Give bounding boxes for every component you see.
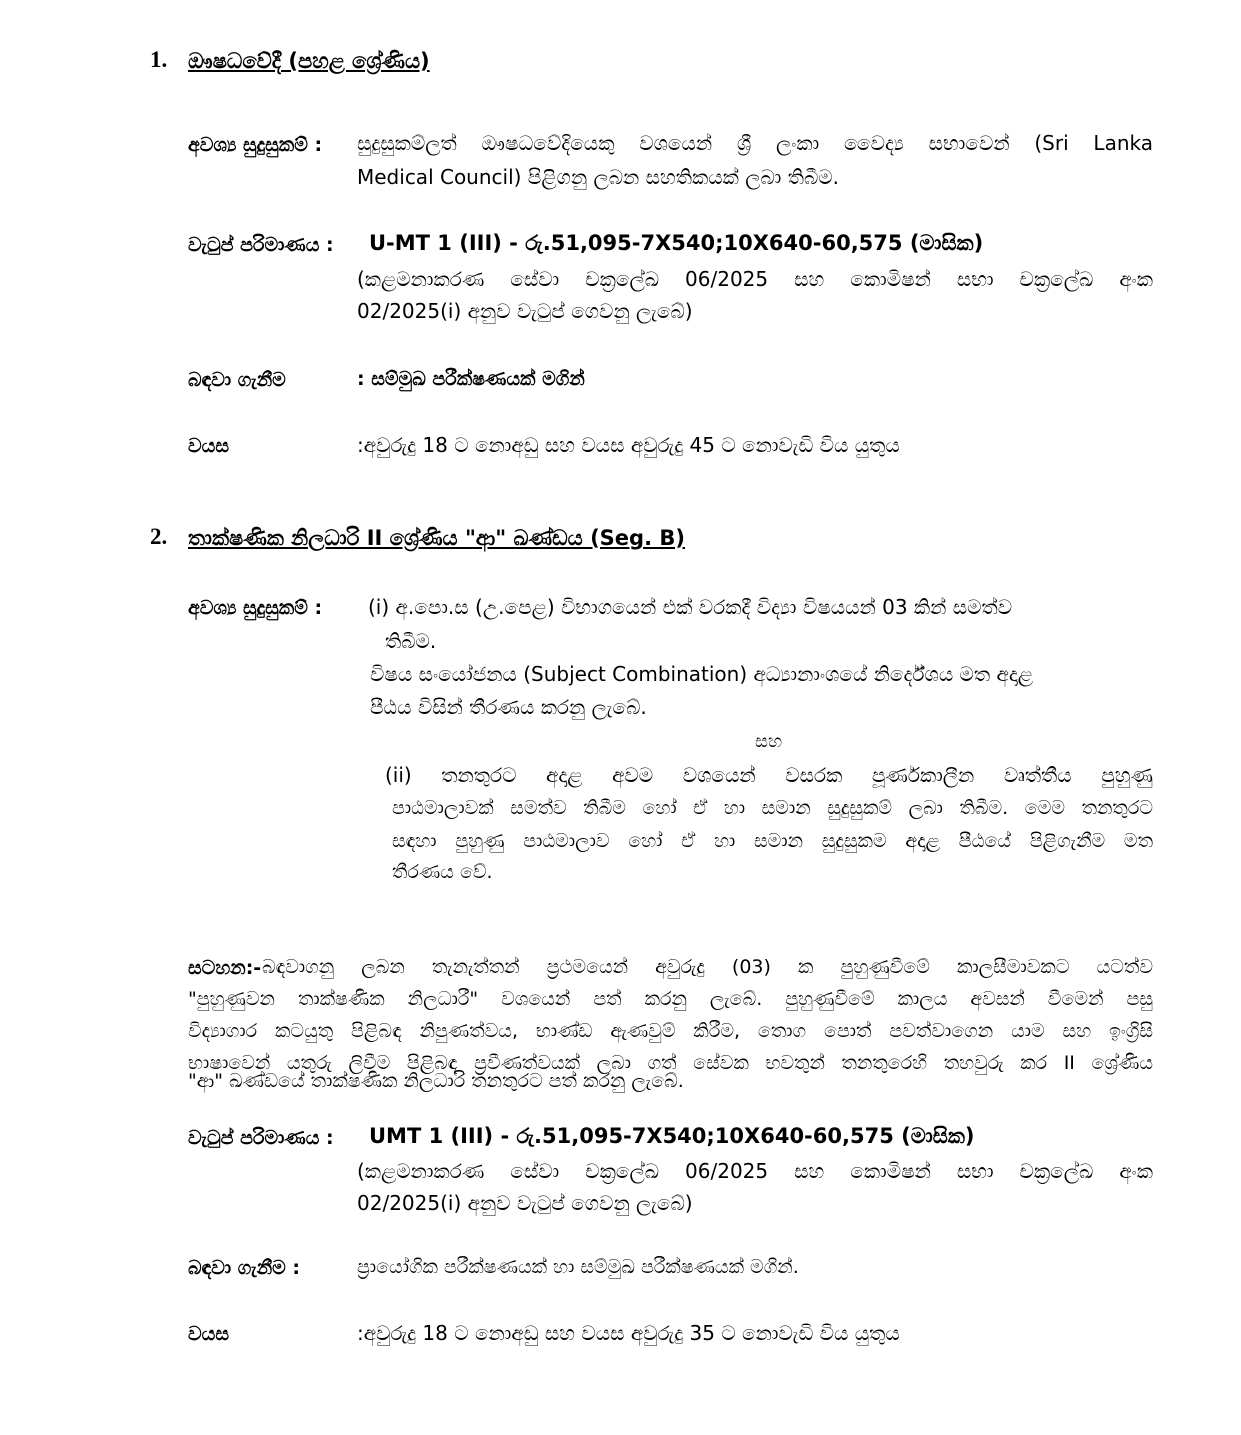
s2-item1-line4: පීඨය විසින් තීරණය කරනු ලැබේ.: [370, 695, 647, 719]
s1-salary-note-line2: 02/2025(i) අනුව වැටුප් ගෙවනු ලැබේ): [357, 299, 693, 323]
s2-age-label: වයස: [188, 1323, 229, 1345]
s2-salary-label: වැටුප් පරිමාණය :: [188, 1127, 334, 1149]
s1-qualification-line1: සුදුසුකම්ලත් ඖෂධවේදියෙකු වශයෙන් ශ්‍රී ලංකා වෛද්‍ය සභාවෙන් (Sri Lanka: [357, 131, 1153, 155]
s1-qualification-label: අවශ්‍ය සුදුසුකම් :: [188, 134, 323, 156]
s1-salary-label: වැටුප් පරිමාණය :: [188, 234, 334, 256]
section-2-title: තාක්ෂණික නිලධාරි II ශ්‍රේණිය "ආ" ඛණ්ඩය (Seg. B): [188, 526, 685, 550]
s2-recruitment-value: ප්‍රායෝගික පරීක්ෂණයක් හා සම්මුඛ පරීක්ෂණයක් මගින්.: [357, 1256, 799, 1278]
section-1-title: ඖෂධවේදී (පහළ ශ්‍රේණිය): [188, 49, 430, 73]
s2-note-line1: බඳවාගනු ලබන තැනැත්තන් ප්‍රථමයෙන් අවුරුදු (03) ක පුහුණුවීමේ කාලසීමාවකට යටත්ව: [262, 956, 1153, 978]
s2-note-label: සටහන:-: [188, 957, 262, 979]
s2-item2-line4: තීරණය වේ.: [392, 861, 493, 883]
s1-qualification-line2: Medical Council) පිළිගනු ලබන සහතිකයක් ලබා තිබීම.: [357, 165, 840, 189]
s1-salary-value: U-MT 1 (III) - රු.51,095-7X540;10X640-60,575 (මාසික): [369, 231, 984, 255]
section-1-number: 1.: [150, 47, 168, 72]
s2-salary-note-line1: (කළමනාකරණ සේවා චක්‍රලේඛ 06/2025 සහ කොමිෂන් සභා චක්‍රලේඛ අංක: [357, 1159, 1153, 1183]
s2-item2-line2: පාඨමාලාවක් සමත්ව තිබීම හෝ ඒ හා සමාන සුදුසුකම් ලබා තිබීම. මෙම තනතුරට: [392, 797, 1153, 819]
s1-age-value: :අවුරුදු 18 ට නොඅඩු සහ වයස අවුරුදු 45 ට නොවැඩි විය යුතුය: [357, 433, 900, 457]
s2-qualification-label: අවශ්‍ය සුදුසුකම් :: [188, 597, 323, 619]
s1-age-label: වයස: [188, 435, 229, 457]
s2-salary-value: UMT 1 (III) - රු.51,095-7X540;10X640-60,575 (මාසික): [369, 1124, 975, 1148]
s2-note-line3: විද්‍යාගාර කටයුතු පිළිබඳ නිපුණත්වය, භාණ්ඩ ඇණවුම් කිරීම, තොග පොත් පවත්වාගෙන යාම සහ ඉංග්‍රිසි: [188, 1020, 1153, 1042]
s2-and-connector: සහ: [755, 731, 783, 752]
s2-note-line2: "පුහුණුවන තාක්ෂණික නිලධාරී" වශයෙන් පත් කරනු ලැබේ. පුහුණුවීමේ කාලය අවසන් වීමෙන් පසු: [188, 988, 1153, 1010]
s2-salary-note-line2: 02/2025(i) අනුව වැටුප් ගෙවනු ලැබේ): [357, 1191, 693, 1215]
s2-item2-line3: සඳහා පුහුණු පාඨමාලාව හෝ ඒ හා සමාන සුදුසුකම අදාළ පීඨයේ පිළිගැනීම මත: [392, 830, 1153, 852]
s1-recruitment-label: බඳවා ගැනීම: [188, 369, 286, 391]
s2-note-line5: "ආ" ඛණ්ඩයේ තාක්ෂණික නිලධාරි තනතුරට පත් කරනු ලැබේ.: [188, 1070, 684, 1092]
s2-recruitment-label: බඳවා ගැනීම :: [188, 1257, 300, 1279]
section-2-number: 2.: [150, 524, 168, 549]
s2-age-value: :අවුරුදු 18 ට නොඅඩු සහ වයස අවුරුදු 35 ට නොවැඩි විය යුතුය: [357, 1321, 900, 1345]
s2-item1-line1: (i) අ.පො.ස (උ.පෙළ) විභාගයෙන් එක් වරකදී විද්‍යා විෂයයන් 03 කින් සමත්ව: [368, 595, 1013, 619]
s2-item2-line1: (ii) තනතුරට අදාළ අවම වශයෙන් වසරක පූර්ණකාලීන වෘත්තීය පුහුණු: [385, 763, 1153, 787]
s1-recruitment-value: : සම්මුඛ පරීක්ෂණයක් මගින්: [357, 368, 585, 390]
s2-item1-line2: තිබීම.: [385, 629, 437, 653]
s2-note-line4: භාෂාවෙන් යතුරු ලිවීම පිළිබඳ ප්‍රවීණත්වයක් ලබා ගත් සේවක භවතුන් තනතුරෙහි තහවුරු කර II ශ්‍රේණිය: [188, 1052, 1153, 1074]
s1-salary-note-line1: (කළමනාකරණ සේවා චක්‍රලේඛ 06/2025 සහ කොමිෂන් සභා චක්‍රලේඛ අංක: [357, 267, 1153, 291]
s2-item1-line3: විෂය සංයෝජනය (Subject Combination) අධ්‍යානාංශයේ නිර්දේශය මත අදාළ: [370, 662, 1033, 686]
